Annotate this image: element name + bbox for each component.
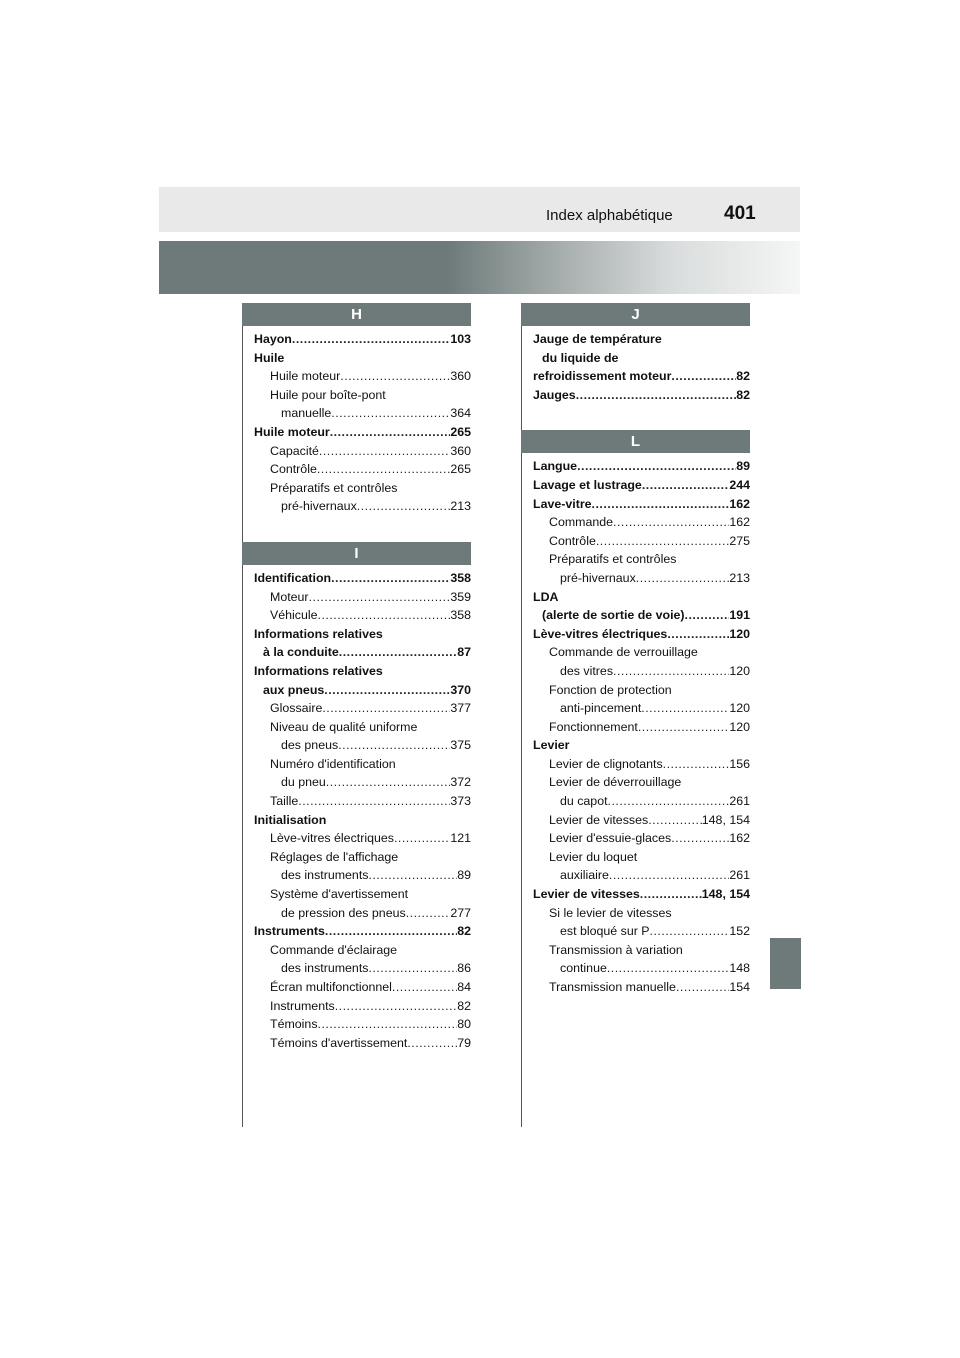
dot-leader — [640, 885, 702, 904]
index-entry — [254, 792, 471, 811]
index-entry-text: Véhicule — [270, 608, 318, 623]
dot-leader — [613, 513, 729, 532]
dot-leader — [319, 442, 450, 461]
dot-leader — [298, 792, 450, 811]
index-entry-text: Écran multifonctionnel — [270, 980, 392, 994]
index-section-l — [521, 430, 750, 996]
dot-leader — [641, 699, 729, 718]
index-entry — [254, 662, 471, 681]
index-entry — [254, 866, 471, 885]
dot-leader — [636, 569, 730, 588]
dot-leader — [407, 1034, 457, 1053]
index-entry-text: du capot — [560, 794, 608, 809]
index-entry-list — [521, 326, 750, 404]
index-entry-text: Contrôle — [549, 533, 596, 548]
index-entry — [533, 885, 750, 904]
index-entry-text: Capacité — [270, 443, 319, 458]
dot-leader — [685, 606, 730, 625]
index-entry — [533, 959, 750, 978]
dot-leader — [592, 495, 730, 514]
dot-leader — [318, 1015, 458, 1034]
index-entry — [254, 885, 471, 904]
dot-leader — [392, 978, 457, 997]
index-entry — [254, 404, 471, 423]
dot-leader — [338, 736, 450, 755]
index-entry-text: Initialisation — [254, 812, 327, 827]
index-entry-text: Taille — [270, 794, 299, 809]
dot-leader — [613, 662, 729, 681]
dot-leader — [638, 718, 729, 737]
dot-leader — [671, 367, 736, 386]
index-entry-page: 375 — [450, 738, 471, 753]
index-entry-page: 152 — [729, 924, 750, 939]
index-entry-page: 213 — [450, 499, 471, 514]
index-entry-text: Système d'avertissement — [270, 887, 409, 902]
index-entry-text: Fonction de protection — [549, 682, 672, 697]
index-entry — [254, 1015, 471, 1034]
dot-leader — [326, 773, 451, 792]
index-entry-text: du liquide de — [542, 350, 619, 365]
index-entry-text: Levier d'essuie-glaces — [549, 831, 672, 846]
dot-leader — [608, 792, 730, 811]
index-entry-list — [242, 565, 471, 1052]
index-entry-text: Contrôle — [270, 462, 317, 477]
index-entry-page: 89 — [457, 868, 471, 883]
index-entry — [254, 330, 471, 349]
dot-leader — [292, 330, 450, 349]
index-entry-text: Fonctionnement — [549, 719, 638, 734]
index-entry — [533, 792, 750, 811]
index-entry-page: 275 — [729, 533, 750, 548]
index-entry — [533, 866, 750, 885]
index-entry-page: 84 — [457, 980, 471, 994]
index-column-right — [521, 303, 750, 1023]
dot-leader — [648, 811, 702, 830]
index-section-j — [521, 303, 750, 404]
index-entry — [254, 959, 471, 978]
index-entry-page: 213 — [729, 570, 750, 585]
dot-leader — [663, 755, 730, 774]
index-entry-list — [242, 326, 471, 516]
index-entry-text: Témoins d'avertissement — [270, 1035, 408, 1050]
index-entry-page: 358 — [450, 570, 471, 585]
index-entry — [254, 497, 471, 516]
dot-leader — [324, 681, 450, 700]
index-entry-text: à la conduite — [263, 645, 339, 660]
dot-leader — [357, 497, 451, 516]
index-entry-page: 377 — [450, 701, 471, 716]
index-entry-text: Commande de verrouillage — [549, 645, 698, 660]
chapter-banner — [159, 241, 800, 294]
index-entry-text: Identification — [254, 570, 332, 585]
index-entry — [533, 718, 750, 737]
index-entry — [533, 773, 750, 792]
index-entry-text: Huile moteur — [270, 369, 341, 384]
index-entry-text: Instruments — [270, 998, 335, 1013]
index-entry — [254, 736, 471, 755]
index-entry-text: est bloqué sur P — [560, 924, 650, 939]
index-entry-text: refroidissement moteur — [533, 369, 672, 384]
index-entry — [533, 736, 750, 755]
index-entry-text: (alerte de sortie de voie) — [542, 608, 685, 623]
dot-leader — [331, 569, 450, 588]
index-entry — [533, 755, 750, 774]
index-entry — [533, 978, 750, 997]
index-entry — [254, 1034, 471, 1053]
section-letter-heading: L — [521, 430, 750, 453]
dot-leader — [394, 829, 450, 848]
index-entry-text: Levier de vitesses — [549, 812, 649, 827]
index-entry — [254, 349, 471, 368]
index-entry-page: 82 — [457, 924, 471, 939]
index-entry — [533, 588, 750, 607]
dot-leader — [576, 386, 737, 405]
index-entry — [254, 718, 471, 737]
index-entry-page: 82 — [457, 998, 471, 1013]
index-entry — [254, 479, 471, 498]
index-entry — [254, 367, 471, 386]
index-entry — [254, 941, 471, 960]
index-entry-text: auxiliaire — [560, 868, 609, 883]
index-entry-page: 156 — [729, 756, 750, 771]
index-entry — [254, 773, 471, 792]
dot-leader — [318, 606, 451, 625]
index-entry-text: Lève-vitres électriques — [270, 831, 394, 846]
index-entry — [533, 495, 750, 514]
index-entry-text: pré-hivernaux — [281, 499, 357, 514]
index-entry-text: Glossaire — [270, 701, 323, 716]
index-entry-text: Instruments — [254, 924, 325, 939]
index-entry-text: Lavage et lustrage — [533, 477, 642, 492]
dot-leader — [671, 829, 729, 848]
index-entry — [254, 643, 471, 662]
index-entry-text: Huile pour boîte-pont — [270, 387, 386, 402]
index-entry-text: Témoins — [270, 1017, 318, 1032]
index-entry-page: 265 — [450, 462, 471, 477]
index-entry-page: 80 — [457, 1017, 471, 1032]
index-entry-text: Préparatifs et contrôles — [270, 480, 398, 495]
index-entry-page: 370 — [450, 682, 471, 697]
index-entry-text: pré-hivernaux — [560, 570, 636, 585]
index-entry-text: Huile — [254, 350, 285, 365]
index-entry-page: 162 — [729, 831, 750, 846]
index-entry-text: Lave-vitre — [533, 496, 592, 511]
index-entry-page: 360 — [450, 443, 471, 458]
index-entry-text: Niveau de qualité uniforme — [270, 719, 418, 734]
index-entry — [533, 625, 750, 644]
index-entry-text: du pneu — [281, 775, 326, 790]
index-entry — [254, 829, 471, 848]
index-entry-text: des pneus — [281, 738, 339, 753]
index-entry — [254, 681, 471, 700]
index-entry-page: 261 — [729, 794, 750, 809]
index-entry-page: 120 — [729, 663, 750, 678]
index-entry-text: Levier du loquet — [549, 849, 638, 864]
index-entry-page: 364 — [450, 406, 471, 421]
index-entry-page: 162 — [729, 515, 750, 530]
index-entry-text: Si le levier de vitesses — [549, 905, 672, 920]
dot-leader — [596, 532, 729, 551]
index-entry — [533, 367, 750, 386]
index-entry-page: 372 — [450, 775, 471, 790]
index-entry-page: 103 — [450, 332, 471, 346]
index-entry — [533, 941, 750, 960]
section-letter-heading: J — [521, 303, 750, 326]
index-entry-text: aux pneus — [263, 682, 325, 697]
index-entry — [254, 588, 471, 607]
dot-leader — [650, 922, 730, 941]
index-entry-text: Informations relatives — [254, 663, 383, 678]
index-entry-page: 373 — [450, 794, 471, 809]
index-entry-text: de pression des pneus — [281, 905, 406, 920]
index-entry-text: Réglages de l'affichage — [270, 849, 399, 864]
index-entry-page: 148 — [729, 961, 750, 976]
index-entry-page: 87 — [457, 645, 471, 660]
dot-leader — [340, 367, 450, 386]
index-entry-text: Jauge de température — [533, 332, 662, 346]
index-entry-page: 120 — [729, 701, 750, 716]
index-column-left — [242, 303, 471, 1078]
index-section-h — [242, 303, 471, 516]
index-entry — [533, 513, 750, 532]
dot-leader — [609, 866, 729, 885]
index-entry — [254, 978, 471, 997]
index-entry — [533, 606, 750, 625]
index-entry-text: manuelle — [281, 406, 332, 421]
page-number: 401 — [724, 203, 756, 224]
index-entry-list — [521, 453, 750, 996]
index-entry — [533, 848, 750, 867]
index-entry-page: 358 — [450, 608, 471, 623]
index-entry — [254, 997, 471, 1016]
index-entry — [254, 386, 471, 405]
index-entry-page: 154 — [729, 980, 750, 994]
index-entry — [533, 811, 750, 830]
index-entry-page: 359 — [450, 589, 471, 604]
index-entry — [254, 442, 471, 461]
dot-leader — [642, 476, 730, 495]
index-entry-page: 148, 154 — [701, 887, 750, 902]
index-entry-text: des vitres — [560, 663, 614, 678]
dot-leader — [368, 959, 457, 978]
dot-leader — [317, 460, 450, 479]
index-entry — [254, 699, 471, 718]
index-entry-page: 148, 154 — [701, 812, 750, 827]
dot-leader — [577, 457, 736, 476]
index-section-i — [242, 542, 471, 1052]
index-entry-text: des instruments — [281, 868, 369, 883]
dot-leader — [335, 997, 457, 1016]
index-entry-text: Levier de vitesses — [533, 887, 640, 902]
index-entry-text: Langue — [533, 459, 578, 474]
index-entry — [533, 550, 750, 569]
dot-leader — [406, 904, 451, 923]
index-entry-text: Transmission à variation — [549, 942, 683, 957]
index-entry-page: 244 — [729, 477, 750, 492]
index-entry — [533, 829, 750, 848]
dot-leader — [330, 423, 451, 442]
index-entry — [533, 386, 750, 405]
index-entry-text: anti-pincement — [560, 701, 642, 716]
index-entry-page: 120 — [729, 719, 750, 734]
index-entry-text: Jauges — [533, 387, 576, 402]
index-entry — [533, 662, 750, 681]
index-entry-text: Levier de déverrouillage — [549, 775, 682, 790]
index-entry — [533, 457, 750, 476]
index-entry — [254, 922, 471, 941]
index-entry-text: Lève-vitres électriques — [533, 626, 668, 641]
index-entry-text: Transmission manuelle — [549, 980, 676, 994]
index-entry — [254, 904, 471, 923]
index-entry-text: Moteur — [270, 589, 309, 604]
index-entry-page: 162 — [729, 496, 750, 511]
index-entry-page: 79 — [457, 1035, 471, 1050]
index-entry-text: Commande d'éclairage — [270, 942, 398, 957]
dot-leader — [676, 978, 729, 997]
index-entry — [254, 811, 471, 830]
index-entry-page: 89 — [736, 459, 750, 474]
index-entry-page: 360 — [450, 369, 471, 384]
index-entry — [533, 643, 750, 662]
section-letter-heading: H — [242, 303, 471, 326]
index-entry-text: Informations relatives — [254, 626, 383, 641]
index-entry-text: Préparatifs et contrôles — [549, 552, 677, 567]
index-entry-text: continue — [560, 961, 607, 976]
index-entry-page: 191 — [729, 608, 750, 623]
dot-leader — [322, 699, 450, 718]
index-entry-text: des instruments — [281, 961, 369, 976]
index-entry — [254, 460, 471, 479]
index-entry-page: 261 — [729, 868, 750, 883]
index-entry — [533, 476, 750, 495]
index-entry-page: 121 — [450, 831, 471, 846]
index-entry — [533, 699, 750, 718]
chapter-thumb-tab — [770, 938, 801, 989]
dot-leader — [309, 588, 451, 607]
index-entry-page: 86 — [457, 961, 471, 976]
index-entry — [533, 532, 750, 551]
index-entry — [254, 755, 471, 774]
index-entry — [533, 330, 750, 349]
index-entry — [533, 349, 750, 368]
index-entry-text: Hayon — [254, 332, 292, 346]
index-entry-page: 265 — [450, 424, 471, 439]
dot-leader — [331, 404, 450, 423]
index-entry-page: 82 — [736, 387, 750, 402]
section-letter-heading: I — [242, 542, 471, 565]
index-entry — [254, 625, 471, 644]
index-entry — [533, 904, 750, 923]
header-band — [159, 187, 800, 232]
dot-leader — [339, 643, 457, 662]
index-entry — [254, 423, 471, 442]
dot-leader — [368, 866, 457, 885]
index-entry — [533, 569, 750, 588]
index-entry-text: LDA — [533, 589, 559, 604]
index-entry-page: 120 — [729, 626, 750, 641]
dot-leader — [325, 922, 457, 941]
dot-leader — [667, 625, 729, 644]
index-entry-page: 82 — [736, 369, 750, 384]
index-entry — [254, 848, 471, 867]
index-entry-text: Levier — [533, 738, 570, 753]
index-entry-text: Levier de clignotants — [549, 756, 663, 771]
page-title: Index alphabétique — [546, 207, 673, 224]
index-entry — [533, 681, 750, 700]
dot-leader — [607, 959, 729, 978]
index-entry-text: Huile moteur — [254, 424, 330, 439]
index-entry-page: 277 — [450, 905, 471, 920]
index-entry — [533, 922, 750, 941]
index-entry-text: Commande — [549, 515, 614, 530]
index-entry — [254, 606, 471, 625]
index-entry — [254, 569, 471, 588]
index-entry-text: Numéro d'identification — [270, 756, 396, 771]
